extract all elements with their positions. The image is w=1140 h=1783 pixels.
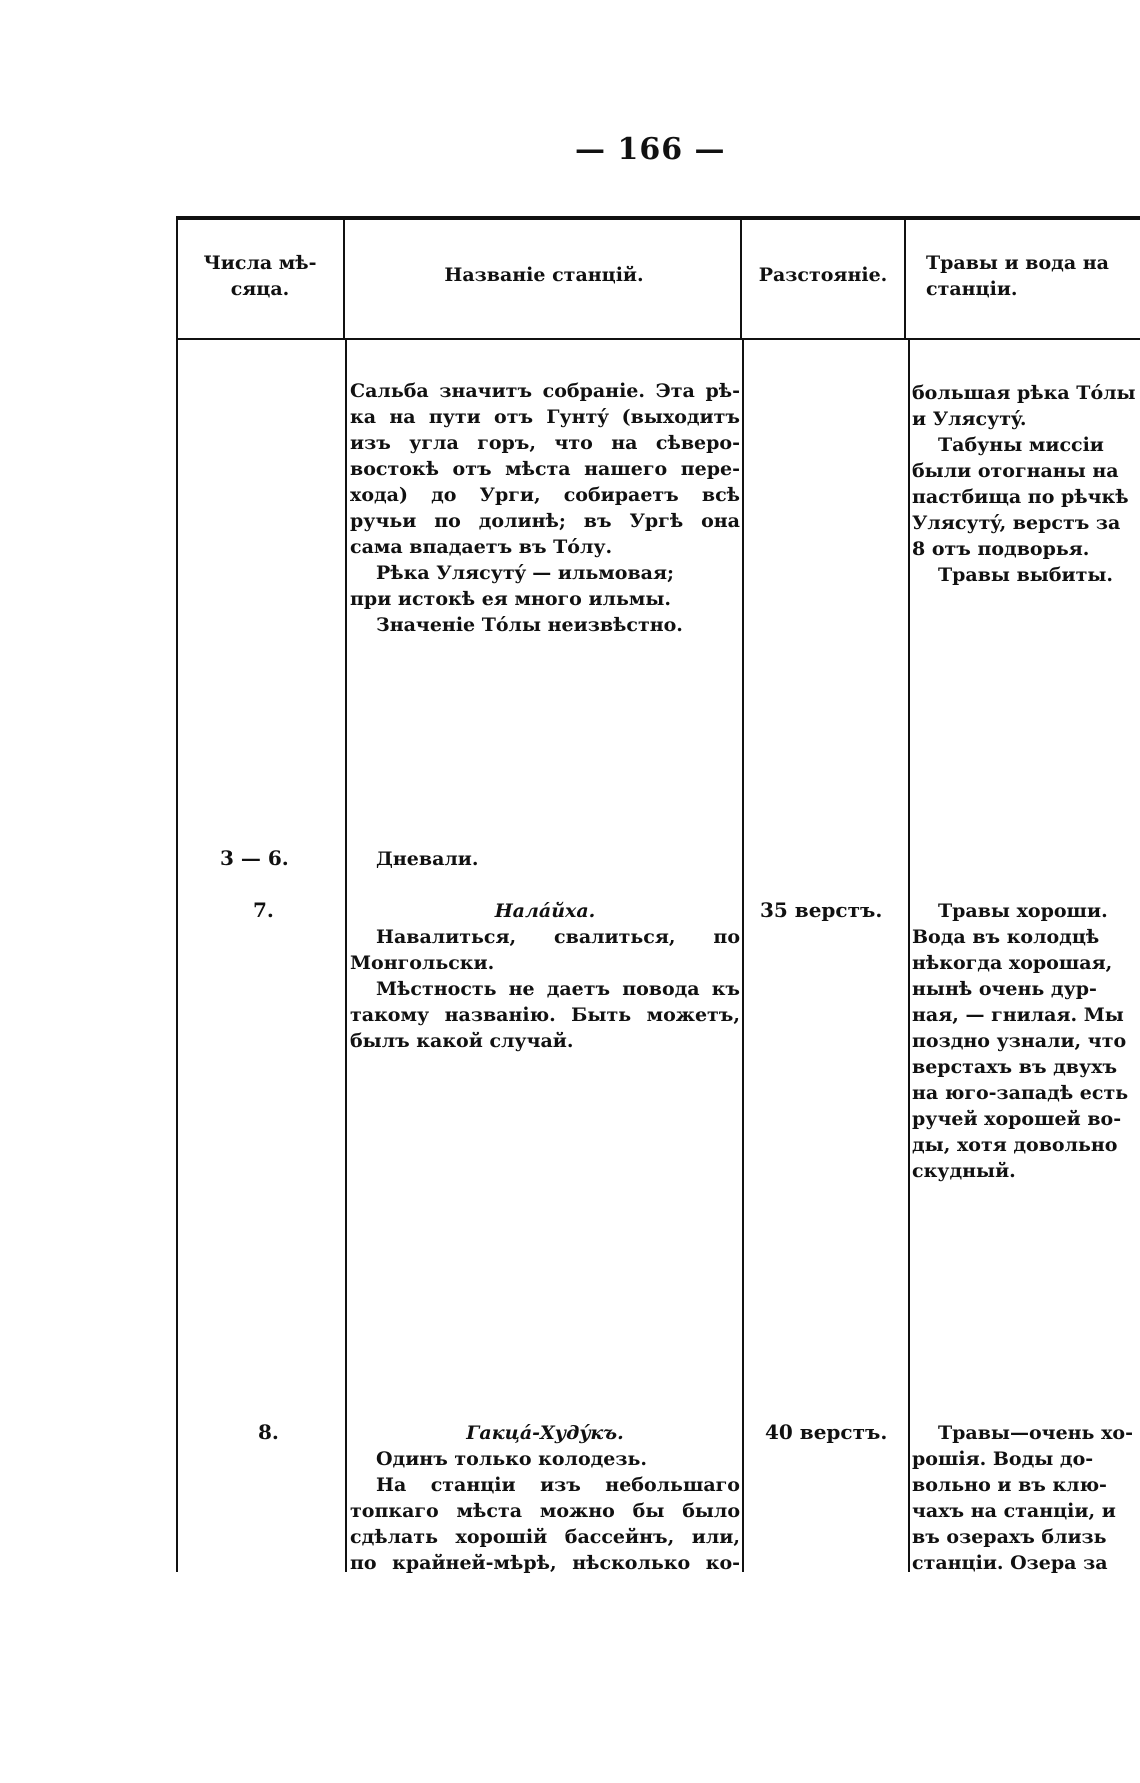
text-line: на юго-западѣ есть xyxy=(912,1082,1129,1104)
row-1-grass-text xyxy=(912,380,1140,588)
text-line: поздно узнали, что xyxy=(912,1030,1127,1052)
row-4-date: 8. xyxy=(258,1420,279,1444)
text-line: Навалиться, свалиться, по xyxy=(376,926,740,948)
text-line: ручей хорошей во- xyxy=(912,1108,1122,1130)
column-rule-2-body xyxy=(742,340,744,1572)
text-line: вольно и въ клю- xyxy=(912,1474,1107,1496)
row-1-station-text xyxy=(350,378,740,638)
text-line: такому названію. Быть можетъ, xyxy=(350,1004,740,1026)
text-line: большая рѣка Тóлы xyxy=(912,382,1136,404)
text-line: ка на пути отъ Гунтý (выходитъ xyxy=(350,406,740,428)
row-4-distance: 40 верстъ. xyxy=(765,1420,888,1444)
text-line: былъ какой случай. xyxy=(350,1030,574,1052)
row-3-grass-text xyxy=(912,898,1140,1184)
text-line: сама впадаетъ въ Тóлу. xyxy=(350,536,613,558)
station-title: Налáйха. xyxy=(494,900,596,922)
text-line: Мѣстность не даетъ повода къ xyxy=(376,978,740,1000)
text-line: по крайней-мѣрѣ, нѣсколько ко- xyxy=(350,1552,740,1574)
text-line: ды, хотя довольно xyxy=(912,1134,1118,1156)
text-line: ручьи по долинѣ; въ Ургѣ она xyxy=(350,510,740,532)
text-line: были отогнаны на xyxy=(912,460,1119,482)
header-station: Названіе станцій. xyxy=(444,264,644,286)
text-line: топкаго мѣста можно бы было xyxy=(350,1500,740,1522)
text-line: пастбища по рѣчкѣ xyxy=(912,486,1129,508)
text-line: хода) до Урги, собираетъ всѣ xyxy=(350,484,740,506)
text-line: Сальба значитъ собраніе. Эта рѣ- xyxy=(350,380,740,402)
text-line: востокѣ отъ мѣста нашего пере- xyxy=(350,458,740,480)
text-line: при истокѣ ея много ильмы. xyxy=(350,588,672,610)
text-line: Монгольски. xyxy=(350,952,495,974)
text-line: станціи. Озера за xyxy=(912,1552,1108,1574)
text-line: нынѣ очень дур- xyxy=(912,978,1097,1000)
text-line: сдѣлать хорошій бассейнъ, или, xyxy=(350,1526,740,1548)
text-line: Значеніе Тóлы неизвѣстно. xyxy=(376,614,683,636)
row-4-station-text xyxy=(350,1420,740,1576)
row-2-date: 3 — 6. xyxy=(220,846,289,870)
column-rule-1 xyxy=(343,216,345,338)
text-line: Вода въ колодцѣ xyxy=(912,926,1100,948)
text-line: чахъ на станціи, и xyxy=(912,1500,1116,1522)
text-line: Рѣка Улясутý — ильмовая; xyxy=(376,562,675,584)
page-number: — 166 — xyxy=(575,132,726,167)
text-line: Травы хороши. xyxy=(938,900,1108,922)
text-line: скудный. xyxy=(912,1160,1016,1182)
column-rule-left xyxy=(176,216,178,1572)
column-rule-1-body xyxy=(345,340,347,1572)
text-line: На станціи изъ небольшаго xyxy=(376,1474,740,1496)
row-4-grass-text xyxy=(912,1420,1140,1576)
text-line: Травы выбиты. xyxy=(938,564,1114,586)
text-line: Травы—очень хо- xyxy=(938,1422,1133,1444)
station-title: Гакцá-Худýкъ. xyxy=(466,1422,624,1444)
row-2-station-text xyxy=(350,846,740,872)
text-line: Одинъ только колодезь. xyxy=(376,1448,648,1470)
table-top-rule xyxy=(176,216,1140,220)
text-line: Табуны миссіи xyxy=(938,434,1104,456)
text-line: нѣкогда хорошая, xyxy=(912,952,1113,974)
text-line: рошія. Воды до- xyxy=(912,1448,1094,1470)
text-line: верстахъ въ двухъ xyxy=(912,1056,1118,1078)
text-line: Дневали. xyxy=(376,848,479,870)
column-rule-2 xyxy=(740,216,742,338)
header-grass: Травы и вода на станціи. xyxy=(926,252,1109,300)
text-line: 8 отъ подворья. xyxy=(912,538,1090,560)
text-line: и Улясутý. xyxy=(912,408,1027,430)
text-line: Улясутý, верстъ за xyxy=(912,512,1121,534)
column-rule-3-body xyxy=(908,340,910,1572)
text-line: изъ угла горъ, что на сѣверо- xyxy=(350,432,740,454)
header-distance: Разстояніе. xyxy=(758,264,888,286)
row-3-date: 7. xyxy=(253,898,274,922)
header-dates: Числа мѣ- сяца. xyxy=(203,252,317,300)
column-rule-3 xyxy=(904,216,906,338)
text-line: ная, — гнилая. Мы xyxy=(912,1004,1124,1026)
row-3-station-text xyxy=(350,898,740,1054)
table-header-rule xyxy=(176,338,1140,340)
text-line: въ озерахъ близь xyxy=(912,1526,1107,1548)
row-3-distance: 35 верстъ. xyxy=(760,898,883,922)
